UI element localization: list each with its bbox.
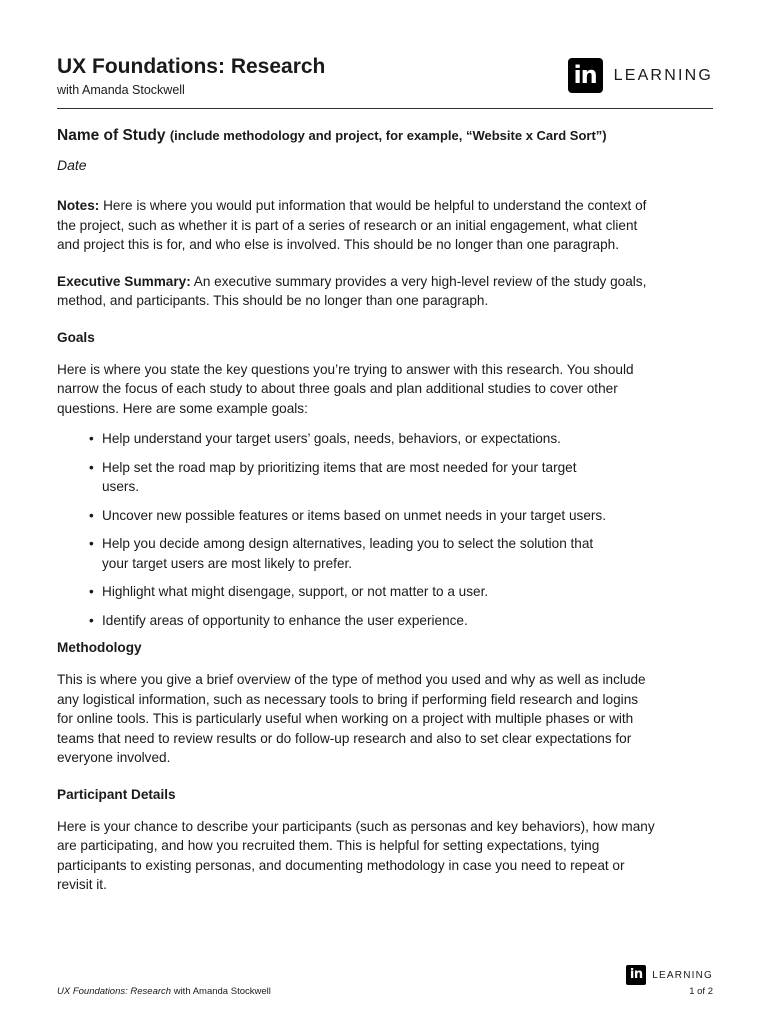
- goals-heading: Goals: [57, 329, 95, 345]
- goal-text: Help understand your target users’ goals, needs, behaviors, or expectations.: [102, 431, 561, 446]
- study-name-heading: [57, 126, 657, 146]
- notes-text: Here is where you would put information that would be helpful to understand the context of the project, such as whether it is part of a series of research or an initial engagement, what client and project this is for, and who else is involved. This should be no longer than one paragraph.: [57, 198, 647, 252]
- bullet-icon: •: [89, 584, 94, 599]
- participant-details-text: Here is your chance to describe your participants (such as personas and key behaviors), how many are participating, and how you recruited them. This is helpful for setting expectations, tying participants to existing personas, and documenting methodology in case you need to repeat or revisit it.: [57, 818, 655, 892]
- footer-page-number: 1 of 2: [689, 986, 713, 997]
- goal-text: Highlight what might disengage, support, or not matter to a user.: [102, 584, 489, 599]
- goal-item: [57, 611, 657, 631]
- goal-text: Help you decide among design alternatives, leading you to select the solution that your target users are most likely to prefer.: [102, 536, 594, 571]
- goal-text: Identify areas of opportunity to enhance the user experience.: [102, 612, 468, 628]
- document-header: [57, 54, 713, 109]
- bullet-icon: •: [89, 612, 94, 628]
- methodology-text: This is where you give a brief overview of the type of method you used and why as well as include any logistical information, such as necessary tools to bring if performing field research and logins for online tools. This is particularly useful when working on a project with multiple phases or with teams that need to review results or do follow-up research and also to set clear expectations for everyone involved.: [57, 672, 646, 765]
- methodology-heading: Methodology: [57, 640, 142, 655]
- footer-linkedin-in-icon: in: [626, 965, 646, 985]
- linkedin-learning-logo: [568, 58, 713, 93]
- goals-list: [57, 429, 657, 630]
- goals-intro: Here is where you state the key questions you’re trying to answer with this research. You should narrow the focus of each study to about three goals and plan additional studies to cover other questions. Here are some example goals:: [57, 361, 634, 416]
- study-date: Date: [57, 157, 87, 173]
- document-subtitle: with Amanda Stockwell: [57, 83, 185, 97]
- footer-logo-learning-text: LEARNING: [652, 969, 713, 981]
- goal-item: [57, 582, 657, 602]
- executive-summary-paragraph: [57, 272, 657, 311]
- footer-course-title: UX Foundations: Research: [57, 986, 172, 997]
- document-page: [57, 0, 713, 1024]
- footer-linkedin-learning-logo: [626, 965, 713, 985]
- notes-label: Notes:: [57, 198, 100, 213]
- goal-item: [57, 506, 657, 526]
- bullet-icon: •: [89, 431, 94, 446]
- logo-learning-text: LEARNING: [613, 66, 713, 84]
- goal-item: [57, 534, 657, 573]
- notes-paragraph: [57, 196, 657, 255]
- study-name-hint: (include methodology and project, for example, “Website x Card Sort”): [169, 128, 607, 143]
- executive-summary-label: Executive Summary:: [57, 273, 191, 289]
- participant-details-heading: Participant Details: [57, 786, 176, 802]
- document-body: [57, 126, 657, 895]
- bullet-icon: •: [89, 507, 94, 523]
- bullet-icon: •: [89, 536, 94, 551]
- study-name-label: Name of Study: [57, 127, 166, 144]
- bullet-icon: •: [89, 459, 94, 475]
- goal-item: [57, 429, 657, 449]
- footer-course-credit: [57, 986, 271, 998]
- goal-text: Help set the road map by prioritizing items that are most needed for your target users.: [102, 459, 577, 494]
- document-title: UX Foundations: Research: [57, 55, 326, 78]
- goal-text: Uncover new possible features or items based on unmet needs in your target users.: [102, 507, 606, 523]
- linkedin-in-icon: in: [568, 58, 603, 93]
- footer-author: with Amanda Stockwell: [171, 986, 271, 997]
- executive-summary-text: An executive summary provides a very high-level review of the study goals, method, and participants. This should be no longer than one paragraph.: [57, 273, 647, 308]
- goal-item: [57, 458, 657, 497]
